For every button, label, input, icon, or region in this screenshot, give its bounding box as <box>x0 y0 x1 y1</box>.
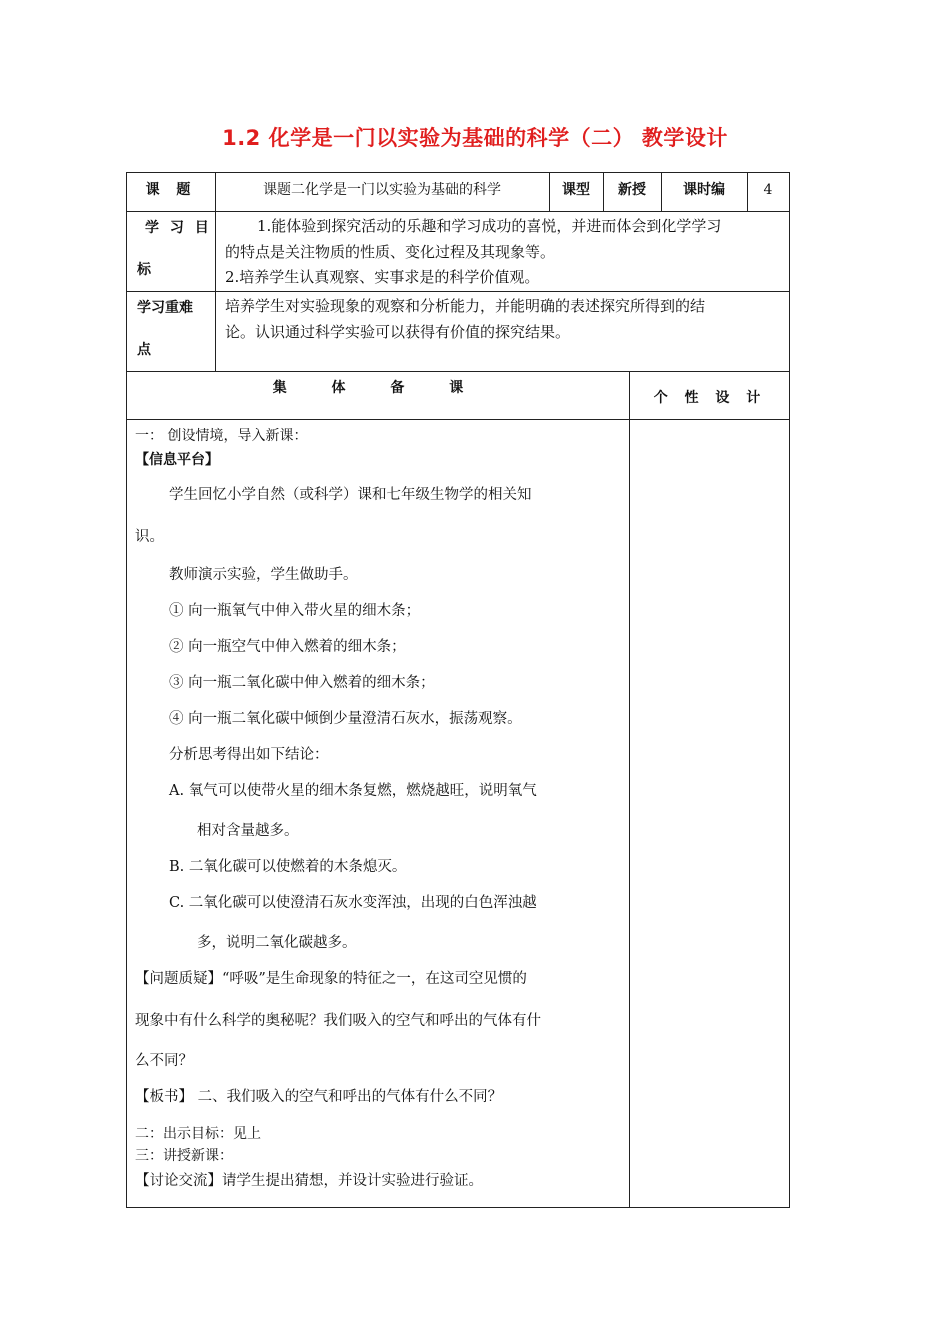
topic-label: 课 题 <box>145 182 197 198</box>
key-points-line-2: 论。认识通过科学实验可以获得有价值的探究结果。 <box>225 323 571 341</box>
section-one-heading: 一： 创设情境，导入新课： <box>135 428 308 444</box>
experiment-item: ② 向一瓶空气中伸入燃着的细木条； <box>169 639 406 655</box>
row-divider <box>127 371 789 372</box>
info-platform-label: 【信息平台】 <box>135 452 219 468</box>
row-divider <box>127 419 789 420</box>
key-points-label-line2: 点 <box>137 342 151 358</box>
goals-label-line1: 学 习 目 <box>145 220 212 236</box>
goals-label-line2: 标 <box>137 262 151 278</box>
goals-line-1: 1.能体验到探究活动的乐趣和学习成功的喜悦，并进而体会到化学学习 <box>257 217 722 235</box>
lesson-type-value: 新授 <box>618 182 646 198</box>
conclusion-item-cont: 多，说明二氧化碳越多。 <box>197 935 357 951</box>
conclusion-item: B. 二氧化碳可以使燃着的木条熄灭。 <box>169 859 407 875</box>
lesson-type-label: 课型 <box>562 182 590 198</box>
goals-line-2: 的特点是关注物质的性质、变化过程及其现象等。 <box>225 243 556 261</box>
conclusion-item-cont: 相对含量越多。 <box>197 823 299 839</box>
question-text: 【问题质疑】“呼吸”是生命现象的特征之一，在这司空见惯的 <box>135 971 527 987</box>
conclusion-item: C. 二氧化碳可以使澄清石灰水变浑浊，出现的白色浑浊越 <box>169 895 537 911</box>
body-text: 识。 <box>135 529 164 545</box>
row-divider <box>127 291 789 292</box>
col-divider <box>629 371 630 1207</box>
blackboard-text: 【板书】 二、我们吸入的空气和呼出的气体有什么不同？ <box>135 1089 503 1105</box>
body-text: 教师演示实验，学生做助手。 <box>169 567 358 583</box>
conclusion-item: A. 氧气可以使带火星的细木条复燃，燃烧越旺，说明氧气 <box>169 783 537 799</box>
lesson-hours-label: 课时编 <box>683 182 725 198</box>
section-three-heading: 三：讲授新课： <box>135 1148 233 1164</box>
col-divider <box>215 173 216 371</box>
goals-line-3: 2.培养学生认真观察、实事求是的科学价值观。 <box>225 268 540 286</box>
lesson-plan-table <box>126 172 790 1208</box>
section-two-heading: 二：出示目标：见上 <box>135 1126 261 1142</box>
experiment-item: ④ 向一瓶二氧化碳中倾倒少量澄清石灰水，振荡观察。 <box>169 711 522 727</box>
question-text: 么不同？ <box>135 1053 193 1069</box>
experiment-item: ③ 向一瓶二氧化碳中伸入燃着的细木条； <box>169 675 435 691</box>
row-divider <box>127 211 789 212</box>
body-text: 分析思考得出如下结论： <box>169 747 329 763</box>
personal-design-header: 个 性 设 计 <box>653 390 767 406</box>
lesson-hours-value: 4 <box>763 182 773 198</box>
key-points-label-line1: 学习重难 <box>137 300 193 316</box>
body-text: 学生回忆小学自然（或科学）课和七年级生物学的相关知 <box>169 487 532 503</box>
topic-value: 课题二化学是一门以实验为基础的科学 <box>263 182 501 198</box>
page-title: 1.2 化学是一门以实验为基础的科学（二） 教学设计 <box>222 126 728 150</box>
discussion-text: 【讨论交流】请学生提出猜想，并设计实验进行验证。 <box>135 1173 483 1189</box>
key-points-line-1: 培养学生对实验现象的观察和分析能力，并能明确的表述探究所得到的结 <box>225 297 706 315</box>
question-text: 现象中有什么科学的奥秘呢？我们吸入的空气和呼出的气体有什 <box>135 1013 541 1029</box>
experiment-item: ① 向一瓶氧气中伸入带火星的细木条； <box>169 603 421 619</box>
collective-prep-header: 集 体 备 课 <box>272 380 484 396</box>
